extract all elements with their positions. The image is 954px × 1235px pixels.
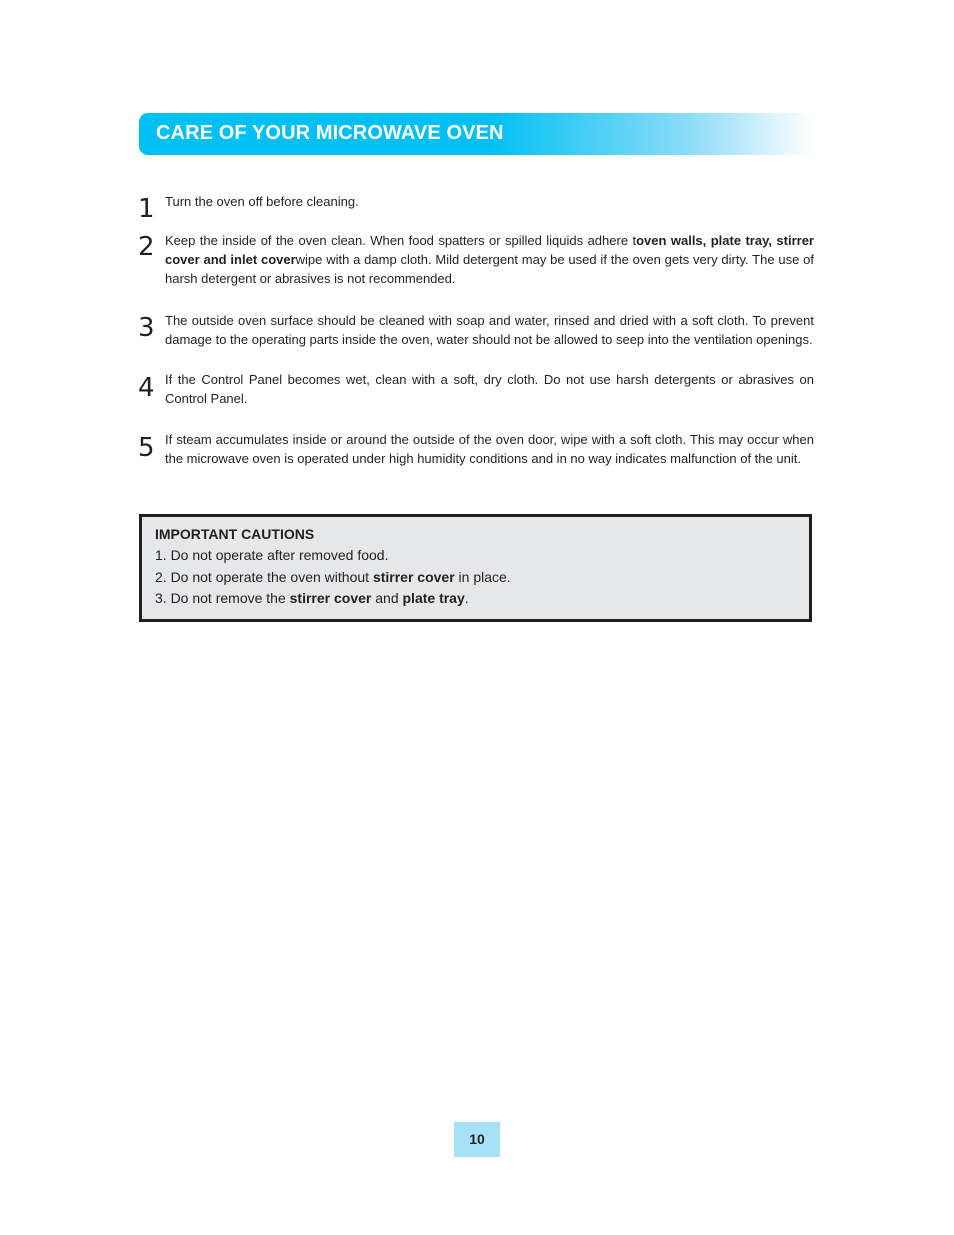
caution-text-part: 3. Do not remove the [155,590,290,606]
caution-text-bold: stirrer cover [372,569,455,585]
caution-text-part: 2. Do not operate the oven without [155,569,373,585]
important-cautions-box [139,514,812,622]
step-text [165,231,814,288]
caution-item-1: 1. Do not operate after removed food. [155,547,389,563]
step-number: 1 [138,194,155,224]
section-header-bar [139,113,813,155]
caution-item-3 [155,590,469,606]
step-number: 3 [138,313,155,343]
caution-text-bold: stirrer cover [289,590,372,606]
page-number-badge: 10 [454,1122,500,1157]
caution-text-part: in place. [454,569,511,585]
step-text: Turn the oven off before cleaning. [165,194,359,209]
caution-item-2 [155,569,511,585]
step-text: The outside oven surface should be cleaned with soap and water, rinsed and dried with a soft cloth. To prevent damage to the operating parts inside the oven, water should not be allowed to seep into the ventilation openings. [165,313,814,347]
caution-text-bold: plate tray [402,590,465,606]
step-text: If the Control Panel becomes wet, clean with a soft, dry cloth. Do not use harsh detergents or abrasives on Control Panel. [165,372,814,406]
step-number: 5 [138,433,155,463]
caution-text-part: and [371,590,403,606]
step-text-part: Keep the inside of the oven clean. When food spatters or spilled liquids adhere t [165,233,637,248]
step-number: 4 [138,373,155,403]
page-title: CARE OF YOUR MICROWAVE OVEN [156,122,504,144]
caution-text-part: . [464,590,469,606]
cautions-title: IMPORTANT CAUTIONS [155,526,315,542]
step-text-part: wipe with a damp cloth. Mild detergent may be used if the oven gets very dirty. The use of harsh detergent or abrasives is not recommended. [165,252,814,286]
step-text-bold: oven walls, plate tray, stirrer cover and inlet cover [165,233,814,267]
step-text: If steam accumulates inside or around the outside of the oven door, wipe with a soft cloth. This may occur when the microwave oven is operated under high humidity conditions and in no way indicates malfunction of the unit. [165,432,814,466]
step-number: 2 [138,232,155,262]
